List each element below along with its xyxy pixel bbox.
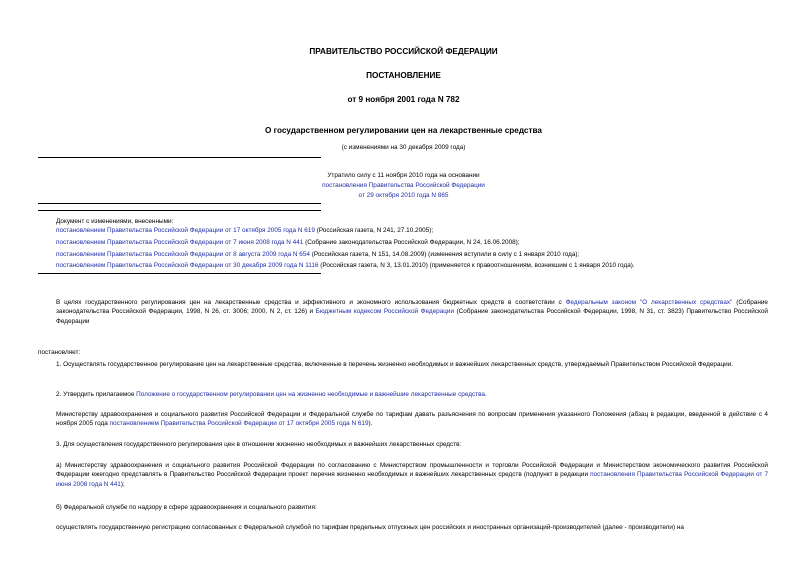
expiry-decree-link[interactable]: постановления Правительства Российской Федерации xyxy=(322,182,485,189)
clause-3b: б) Федеральной службе по надзору в сфере здравоохранения и социального развития: xyxy=(56,504,317,511)
amendment-619-link[interactable]: постановлением Правительства Российской Федерации от 17 октября 2005 года N 619 xyxy=(109,420,369,428)
budget-code-link[interactable]: Бюджетным кодексом Российской Федерации xyxy=(315,308,455,316)
amendment-source: (Российская газета, N 241, 27.10.2005); xyxy=(314,227,434,234)
document-type-heading: ПОСТАНОВЛЕНИЕ xyxy=(366,71,441,80)
clause-3: 3. Для осуществления государственного регулирования цен в отношении жизненно необходимых и важнейших лекарственных средств: xyxy=(56,441,462,448)
amendment-item xyxy=(56,261,635,270)
expiry-decree-date-link[interactable]: от 29 октября 2010 года N 865 xyxy=(358,192,449,199)
law-link[interactable]: Федеральным законом "О лекарственных средствах" xyxy=(565,299,733,306)
preamble-paragraph: В целях государственного регулирования цен на лекарственные средства и эффективного и экономного использования бюджетных средств в соответствии с Федеральным законом "О лекарственных средствах" (Собрание законодательства Российской Федерации, 1998, N 26, ст. 3006; 2000, N 2, ст. 126) и Бюджетным кодексом Российской Федерации (Собрание законодательства Российской Федерации, 1998, N 31, ст. 3823) Правительство Российской Федерации xyxy=(56,299,768,325)
date-number-heading: от 9 ноября 2001 года N 782 xyxy=(347,95,460,104)
amendment-source: (Российская газета, N 3, 13.01.2010) (применяется к правоотношениям, возникшим с 1 января 2010 года). xyxy=(318,262,635,269)
expired-note: Утратило силу с 11 ноября 2010 года на основании xyxy=(327,172,480,179)
amendment-item xyxy=(56,226,433,235)
clause-3a: а) Министерству здравоохранения и социального развития Российской Федерации по согласованию с Министерством промышленности и торговли Российской Федерации и Министерством экономического развития Российской Федерации ежегодно представлять в Правительство Российской Федерации проект перечня жизненно необходимых и важнейших лекарственных средств (подпункт в редакции постановления Правительства Российской Федерации от 7 июня 2008 года N 441); xyxy=(56,462,769,488)
amended-note: (с изменениями на 30 декабря 2009 года) xyxy=(341,144,466,151)
amendment-link[interactable]: постановлением Правительства Российской Федерации от 8 августа 2009 года N 654 xyxy=(56,251,310,258)
document-title: О государственном регулировании цен на лекарственные средства xyxy=(265,126,542,135)
clause-1: 1. Осуществлять государственное регулирование цен на лекарственные средства, включенные в перечень жизненно необходимых и важнейших лекарственных средств, утверждаемый Правительством Российской Федерации. xyxy=(56,361,734,368)
divider xyxy=(38,157,321,158)
amendment-item xyxy=(56,238,520,247)
divider xyxy=(38,273,321,274)
clause-2-explanation: Министерству здравоохранения и социального развития Российской Федерации и Федеральной службе по тарифам давать разъяснения по вопросам применения указанного Положения (абзац в редакции, введенной в действие с 4 ноября 2005 года постановлением Правительства Российской Федерации от 17 октября 2005 года N 619). xyxy=(56,411,768,428)
clause-2: 2. Утвердить прилагаемое Положение о государственном регулировании цен на жизненно необходимые и важнейшие лекарственные средства. xyxy=(56,391,487,398)
divider xyxy=(38,210,321,211)
regulation-link[interactable]: Положение о государственном регулировании цен на жизненно необходимые и важнейшие лекарственные средства xyxy=(136,391,485,398)
amendment-link[interactable]: постановлением Правительства Российской Федерации от 7 июня 2008 года N 441 xyxy=(56,239,304,246)
amendment-link[interactable]: постановлением Правительства Российской Федерации от 17 октября 2005 года N 619 xyxy=(56,227,315,234)
amendment-item xyxy=(56,250,579,259)
clause-3b-item: осуществлять государственную регистрацию согласованных с Федеральной службой по тарифам предельных отпускных цен российских и иностранных организаций-производителей (далее - производители) на xyxy=(56,524,684,531)
amendment-source: (Собрание законодательства Российской Федерации, N 24, 16.06.2008); xyxy=(303,239,520,246)
amendment-441-link[interactable]: постановления Правительства Российской Федерации от 7 июня 2008 года N 441 xyxy=(56,471,769,488)
amendments-intro: Документ с изменениями, внесенными: xyxy=(56,218,174,225)
amendment-link[interactable]: постановлением Правительства Российской Федерации от 30 декабря 2009 года N 1116 xyxy=(56,262,319,269)
divider xyxy=(38,203,321,204)
decides-word: постановляет: xyxy=(38,349,81,356)
amendment-source: (Российская газета, N 151, 14.08.2009) (изменения вступили в силу с 1 января 2010 года); xyxy=(309,251,580,258)
issuer-heading: ПРАВИТЕЛЬСТВО РОССИЙСКОЙ ФЕДЕРАЦИИ xyxy=(309,47,498,56)
